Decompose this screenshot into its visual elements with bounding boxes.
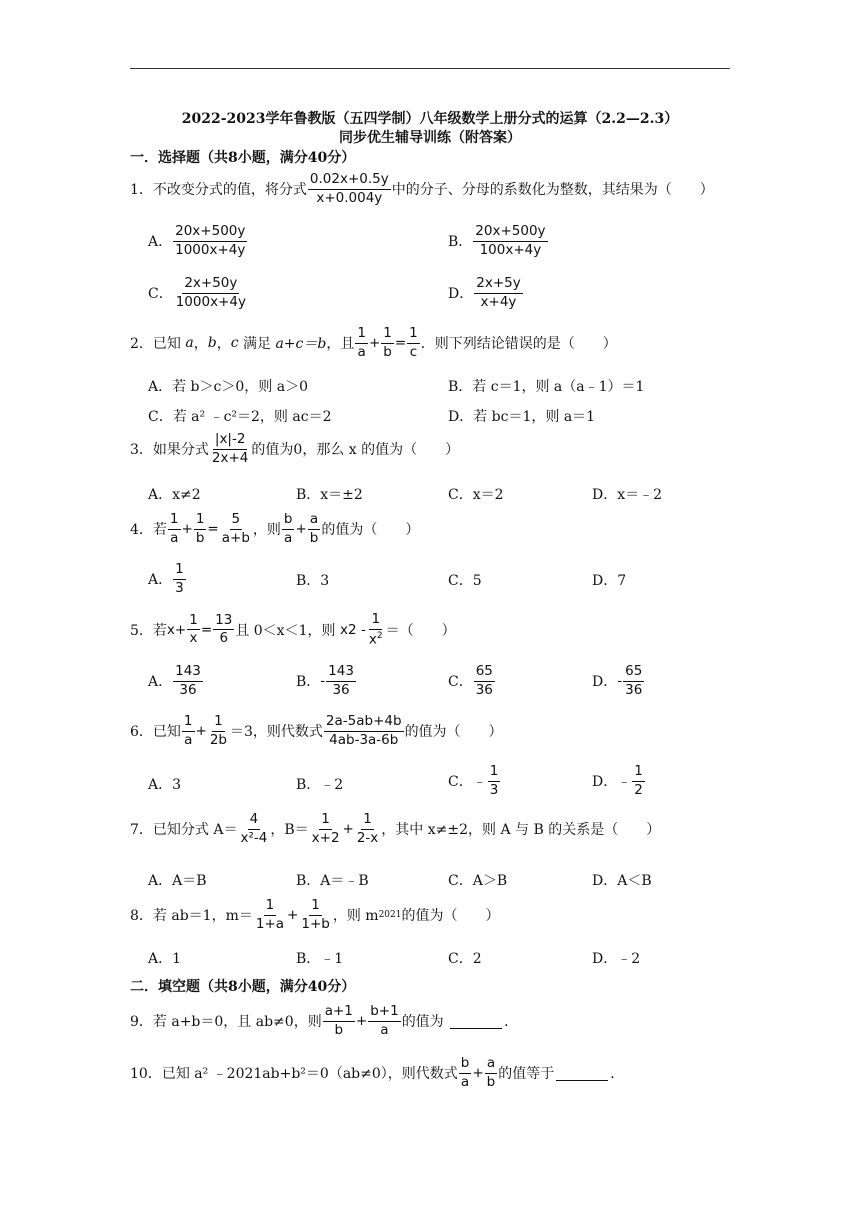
question-2: 2．已知 a ， b ， c 满足 a+c＝b ，且 $\frac{1}{a}$ + $\frac{1}{b}$ = $\frac{1}{c}$ ．则下列结论错误的是（ ） xyxy=(130,325,617,360)
q2-option-a[interactable]: A．若 b＞c＞0，则 a＞0 xyxy=(148,379,308,395)
q6-option-a[interactable]: A．3 xyxy=(148,777,182,793)
question-8: 8．若 ab＝1，m＝ $\frac{1}{1+a}$ + $\frac{1}{1+b}$ ，则 m 2021 的值为（ ） xyxy=(130,897,500,932)
q4-option-b[interactable]: B．3 xyxy=(296,573,330,589)
q3-option-b[interactable]: B．x＝±2 xyxy=(296,487,363,503)
doc-title-line2: 同步优生辅导训练（附答案） xyxy=(339,130,521,146)
q4-option-a[interactable]: A． $\frac{1}{3}$ xyxy=(148,561,184,596)
q5-option-c[interactable]: C． $\frac{65}{36}$ xyxy=(448,663,493,698)
question-9: 9．若 a+b＝0，且 ab≠0，则 $\frac{a+1}{b}$ + $\frac{b+1}{a}$ 的值为 ． xyxy=(130,1003,519,1038)
q1-fraction: $\frac{0.02x+0.5y}{x+0.004y}$ xyxy=(309,171,389,206)
q7-option-c[interactable]: C．A＞B xyxy=(448,873,508,889)
section-heading-fill: 二．填空题（共8小题，满分40分） xyxy=(130,979,356,995)
question-5: 5．若 x + $\frac{1}{x}$ = $\frac{13}{6}$ 且 0＜x＜1，则 x 2 - $\frac{1}{x^2}$ ＝（ ） xyxy=(130,611,456,648)
question-3: 3．如果分式 $\frac{|x|-2}{2x+4}$ 的值为0，那么 x 的值为（ ） xyxy=(130,431,460,466)
q2-option-b[interactable]: B．若 c＝1，则 a（a﹣1）＝1 xyxy=(448,379,645,395)
q9-answer-blank[interactable] xyxy=(450,1014,502,1029)
q8-option-c[interactable]: C．2 xyxy=(448,951,482,967)
q10-answer-blank[interactable] xyxy=(556,1066,608,1081)
doc-title-line1: 2022-2023学年鲁教版（五四学制）八年级数学上册分式的运算（2.2—2.3） xyxy=(181,111,679,127)
q6-option-b[interactable]: B．﹣2 xyxy=(296,777,344,793)
q5-option-a[interactable]: A． $\frac{143}{36}$ xyxy=(148,663,201,698)
q7-option-a[interactable]: A．A＝B xyxy=(148,873,207,889)
q1-option-a[interactable]: A． $\frac{20x+500y}{1000x+4y}$ xyxy=(148,223,246,258)
q1-option-c[interactable]: C． $\frac{2x+50y}{1000x+4y}$ xyxy=(148,275,246,310)
q4-option-c[interactable]: C．5 xyxy=(448,573,482,589)
q1-option-b[interactable]: B． $\frac{20x+500y}{100x+4y}$ xyxy=(448,223,546,258)
q3-option-c[interactable]: C．x＝2 xyxy=(448,487,504,503)
q2-option-c[interactable]: C．若 a² ﹣c²＝2，则 ac＝2 xyxy=(148,409,332,425)
q7-option-b[interactable]: B．A＝﹣B xyxy=(296,873,369,889)
question-10: 10．已知 a² ﹣2021ab+b²＝0（ab≠0），则代数式 $\frac{b}{a}$ + $\frac{a}{b}$ 的值等于 ． xyxy=(130,1055,625,1090)
q5-option-d[interactable]: D． - $\frac{65}{36}$ xyxy=(592,663,643,698)
q8-option-a[interactable]: A．1 xyxy=(148,951,182,967)
q3-option-a[interactable]: A．x≠2 xyxy=(148,487,201,503)
q1-option-d[interactable]: D． $\frac{2x+5y}{x+4y}$ xyxy=(448,275,521,310)
q6-option-d[interactable]: D．﹣ $\frac{1}{2}$ xyxy=(592,763,643,798)
q6-option-c[interactable]: C．﹣ $\frac{1}{3}$ xyxy=(448,763,499,798)
q8-option-d[interactable]: D．﹣2 xyxy=(592,951,641,967)
section-heading-choice: 一．选择题（共8小题，满分40分） xyxy=(130,150,356,166)
q8-option-b[interactable]: B．﹣1 xyxy=(296,951,344,967)
question-7: 7．已知分式 A＝ $\frac{4}{\text{x²-4}}$ ，B＝ $\frac{1}{x+2}$ + $\frac{1}{2-x}$ ，其中 x≠±2，则 A 与 B 的关系是（ ） xyxy=(130,811,661,846)
question-6: 6．已知 $\frac{1}{a}$ + $\frac{1}{2b}$ ＝3，则代数式 $\frac{2a-5ab+4b}{4ab-3a-6b}$ 的值为（ ） xyxy=(130,713,503,748)
question-1: 1．不改变分式的值，将分式 $\frac{0.02x+0.5y}{x+0.004y}$ 中的分子、分母的系数化为整数，其结果为（ ） xyxy=(130,171,714,206)
q5-option-b[interactable]: B． - $\frac{143}{36}$ xyxy=(296,663,354,698)
q3-option-d[interactable]: D．x＝﹣2 xyxy=(592,487,663,503)
header-rule xyxy=(130,68,730,69)
q2-option-d[interactable]: D．若 bc＝1，则 a＝1 xyxy=(448,409,596,425)
question-4: 4．若 $\frac{1}{a}$ + $\frac{1}{b}$ = $\frac{5}{a+b}$ ，则 $\frac{b}{a}$ + $\frac{a}{b}$ 的值为（ ） xyxy=(130,511,420,546)
q7-option-d[interactable]: D．A＜B xyxy=(592,873,652,889)
q4-option-d[interactable]: D．7 xyxy=(592,573,627,589)
